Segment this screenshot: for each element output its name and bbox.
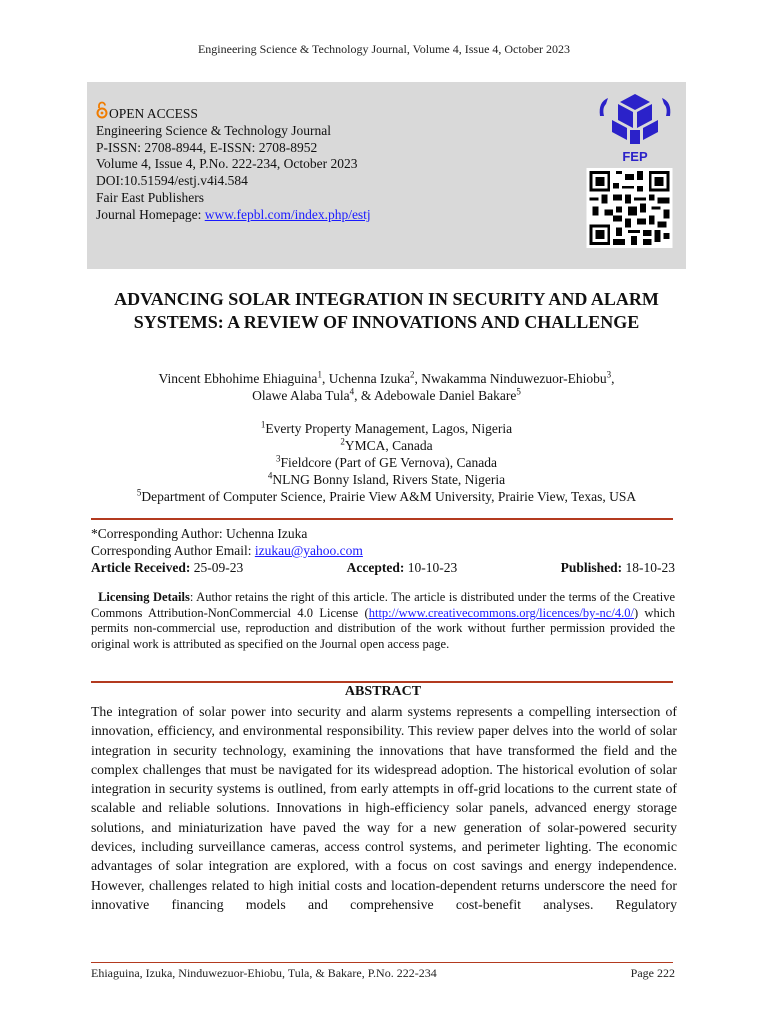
qr-code[interactable] (586, 168, 673, 248)
paper-title: ADVANCING SOLAR INTEGRATION IN SECURITY AND ALARM SYSTEMS: A REVIEW OF INNOVATIONS AND CHALLENGE (114, 289, 659, 332)
affiliation (87, 488, 686, 505)
running-head: Engineering Science & Technology Journal, Volume 4, Issue 4, October 2023 (197, 42, 571, 56)
author-sup: 3 (606, 369, 612, 380)
fep-logo (594, 90, 676, 166)
doi: DOI:10.51594/estj.v4i4.584 (96, 173, 248, 189)
page-number: Page 222 (630, 966, 675, 980)
email-link[interactable]: izukau@yahoo.com (254, 543, 363, 558)
licensing-details (91, 590, 675, 653)
author-sup: 4 (349, 386, 355, 397)
license-label: Licensing Details (98, 590, 190, 604)
volume-info: Volume 4, Issue 4, P.No. 222-234, October 2023 (96, 156, 358, 172)
author-sup: 5 (516, 386, 521, 397)
affiliation-sup: 4 (267, 470, 273, 481)
author-name: Uchenna Izuka (328, 371, 411, 386)
received-date: Article Received: 25-09-23 (91, 560, 244, 575)
author-sup: 1 (317, 369, 322, 380)
accepted-date: Accepted: 10-10-23 (346, 560, 458, 575)
license-link[interactable]: http://www.creativecommons.org/licences/by-nc/4.0/ (368, 605, 634, 620)
footer-divider (91, 962, 673, 963)
open-access-row (96, 106, 371, 123)
page-footer (91, 966, 675, 981)
affiliation-sup: 3 (276, 453, 281, 464)
divider-top (91, 518, 673, 520)
publisher: Fair East Publishers (96, 189, 204, 205)
author-name: Nwakamma Ninduwezuor-Ehiobu (421, 371, 607, 386)
affiliation-text: NLNG Bonny Island, Rivers State, Nigeria (272, 472, 506, 487)
corresponding-block (91, 525, 675, 576)
author-sep: , & (354, 388, 374, 403)
author-name: Vincent Ebhohime Ehiaguina (158, 371, 318, 386)
homepage-label: Journal Homepage: (96, 206, 205, 222)
affiliation-sup: 5 (136, 487, 142, 498)
article-dates (91, 559, 675, 576)
open-access-label: OPEN ACCESS (109, 106, 198, 121)
license-text-b: ) which permits non-commercial use, reproduction and distribution of the work without further permission provided the original work is attributed as specified on the Journal open access page. (91, 605, 675, 652)
author-name: Adebowale Daniel Bakare (373, 388, 517, 403)
affiliation (87, 420, 686, 437)
corresponding-email-row (91, 542, 675, 559)
author-sep: , (321, 371, 329, 386)
email-label: Corresponding Author Email: (91, 543, 255, 558)
author-list (87, 370, 686, 404)
affiliation-list (87, 420, 686, 505)
open-access-lock-icon (96, 101, 108, 119)
abstract-text: The integration of solar power into security and alarm systems represents a compelling intersection of innovation, efficiency, and environmental responsibility. This review paper delves into the world of solar integration in security technology, examining the innovations that have transformed the field and the complex challenges that must be navigated for its widespread adoption. The historical evolution of solar integration in security systems is outlined, from early attempts in off-grid locations to the current state of scalable and reliable solutions. Innovations in high-efficiency solar panels, advanced energy storage solutions, and miniaturization have paved the way for a new generation of solar-powered security devices, including surveillance cameras, access control systems, and perimeter lighting. The economic advantages of solar integration are explored, with a focus on cost savings and energy independence. However, challenges related to high initial costs and location-dependent returns underscore the need for innovative financing models and comprehensive cost-benefit analyses. Regulatory (91, 704, 677, 912)
author-sep: , (414, 371, 422, 386)
journal-info-lines (96, 106, 371, 224)
affiliation (87, 471, 686, 488)
author-sup: 2 (410, 369, 415, 380)
author-sep: , (611, 371, 615, 386)
abstract-heading: ABSTRACT (344, 684, 422, 699)
published-date: Published: 18-10-23 (560, 560, 675, 575)
affiliation-sup: 1 (260, 419, 266, 430)
author-name: Olawe Alaba Tula (252, 388, 350, 403)
journal-info-box (87, 82, 686, 269)
homepage-link[interactable]: www.fepbl.com/index.php/estj (204, 206, 371, 222)
license-text-a: : Author retains the right of this article. The article is distributed under the terms of the Creative Commons Attribution-NonCommercial 4.0 License ( (91, 590, 676, 620)
divider-bottom (91, 681, 673, 683)
issn: P-ISSN: 2708-8944, E-ISSN: 2708-8952 (96, 139, 318, 155)
affiliation (87, 454, 686, 471)
corresponding-author: *Corresponding Author: Uchenna Izuka (91, 526, 308, 541)
affiliation (87, 437, 686, 454)
affiliation-text: Everty Property Management, Lagos, Nigeria (265, 421, 513, 436)
affiliation-text: YMCA, Canada (344, 438, 433, 453)
homepage-row (96, 207, 371, 224)
footer-authors: Ehiaguina, Izuka, Ninduwezuor-Ehiobu, Tula, & Bakare, P.No. 222-234 (91, 966, 437, 980)
affiliation-text: Fieldcore (Part of GE Vernova), Canada (280, 455, 497, 470)
affiliation-text: Department of Computer Science, Prairie View A&M University, Prairie View, Texas, USA (141, 489, 637, 504)
fep-logo-text: FEP (622, 149, 648, 164)
affiliation-sup: 2 (340, 436, 345, 447)
journal-name: Engineering Science & Technology Journal (96, 122, 331, 138)
